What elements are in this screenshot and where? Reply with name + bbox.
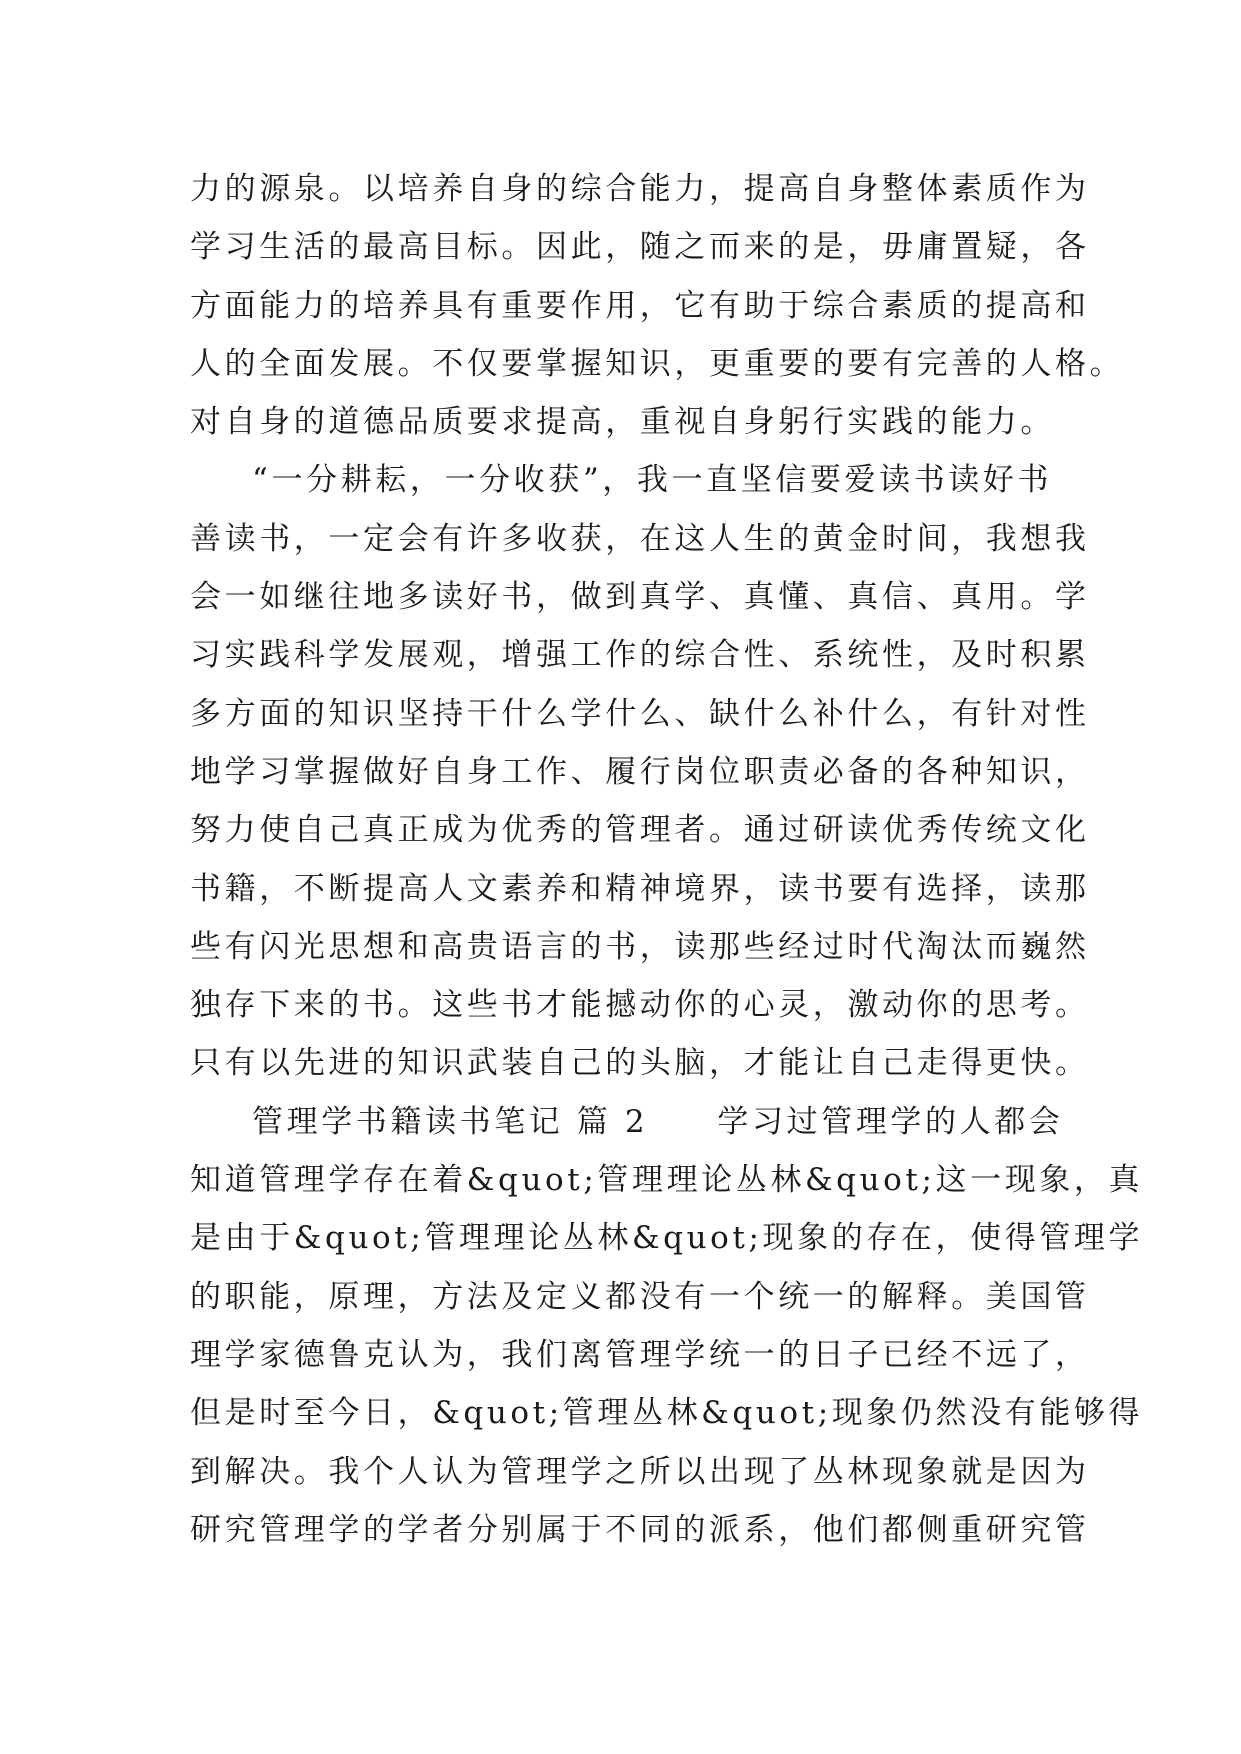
- text-line: 学习生活的最高目标。因此，随之而来的是，毋庸置疑，各: [190, 229, 1090, 266]
- text-line: 习实践科学发展观，增强工作的综合性、系统性，及时积累: [190, 637, 1090, 674]
- text-line: 多方面的知识坚持干什么学什么、缺什么补什么，有针对性: [190, 695, 1090, 732]
- text-line: 地学习掌握做好自身工作、履行岗位职责必备的各种知识，: [190, 753, 1090, 790]
- paragraph-start-line: “一分耕耘，一分收获”，我一直坚信要爱读书读好书: [252, 462, 1053, 499]
- text-line: 善读书，一定会有许多收获，在这人生的黄金时间，我想我: [190, 520, 1090, 557]
- text-line: 会一如继往地多读好书，做到真学、真懂、真信、真用。学: [190, 579, 1090, 616]
- text-line: 些有闪光思想和高贵语言的书，读那些经过时代淘汰而巍然: [190, 928, 1090, 965]
- text-line: 是由于&quot;管理理论丛林&quot;现象的存在，使得管理学: [190, 1220, 1144, 1257]
- text-line: 但是时至今日，&quot;管理丛林&quot;现象仍然没有能够得: [190, 1395, 1144, 1432]
- text-line: 力的源泉。以培养自身的综合能力，提高自身整体素质作为: [190, 171, 1090, 207]
- text-line: 研究管理学的学者分别属于不同的派系，他们都侧重研究管: [190, 1511, 1090, 1548]
- text-line: 到解决。我个人认为管理学之所以出现了丛林现象就是因为: [190, 1453, 1090, 1490]
- section-heading-line: 管理学书籍读书笔记 篇 2 学习过管理学的人都会: [252, 1103, 1064, 1140]
- text-line: 努力使自己真正成为优秀的管理者。通过研读优秀传统文化: [190, 812, 1090, 849]
- text-line: 独存下来的书。这些书才能撼动你的心灵，激动你的思考。: [190, 987, 1090, 1024]
- text-line: 方面能力的培养具有重要作用，它有助于综合素质的提高和: [190, 287, 1090, 324]
- text-line: 只有以先进的知识武装自己的头脑，才能让自己走得更快。: [190, 1045, 1090, 1082]
- body-text: [190, 160, 1144, 1559]
- text-line: 理学家德鲁克认为，我们离管理学统一的日子已经不远了，: [190, 1336, 1090, 1373]
- text-line: 对自身的道德品质要求提高，重视自身躬行实践的能力。: [190, 404, 1055, 441]
- text-line: 知道管理学存在着&quot;管理理论丛林&quot;这一现象，真: [190, 1162, 1144, 1199]
- text-line: 的职能，原理，方法及定义都没有一个统一的解释。美国管: [190, 1278, 1090, 1315]
- text-line: 人的全面发展。不仅要掌握知识，更重要的要有完善的人格。: [190, 345, 1125, 382]
- text-line: 书籍，不断提高人文素养和精神境界，读书要有选择，读那: [190, 870, 1090, 907]
